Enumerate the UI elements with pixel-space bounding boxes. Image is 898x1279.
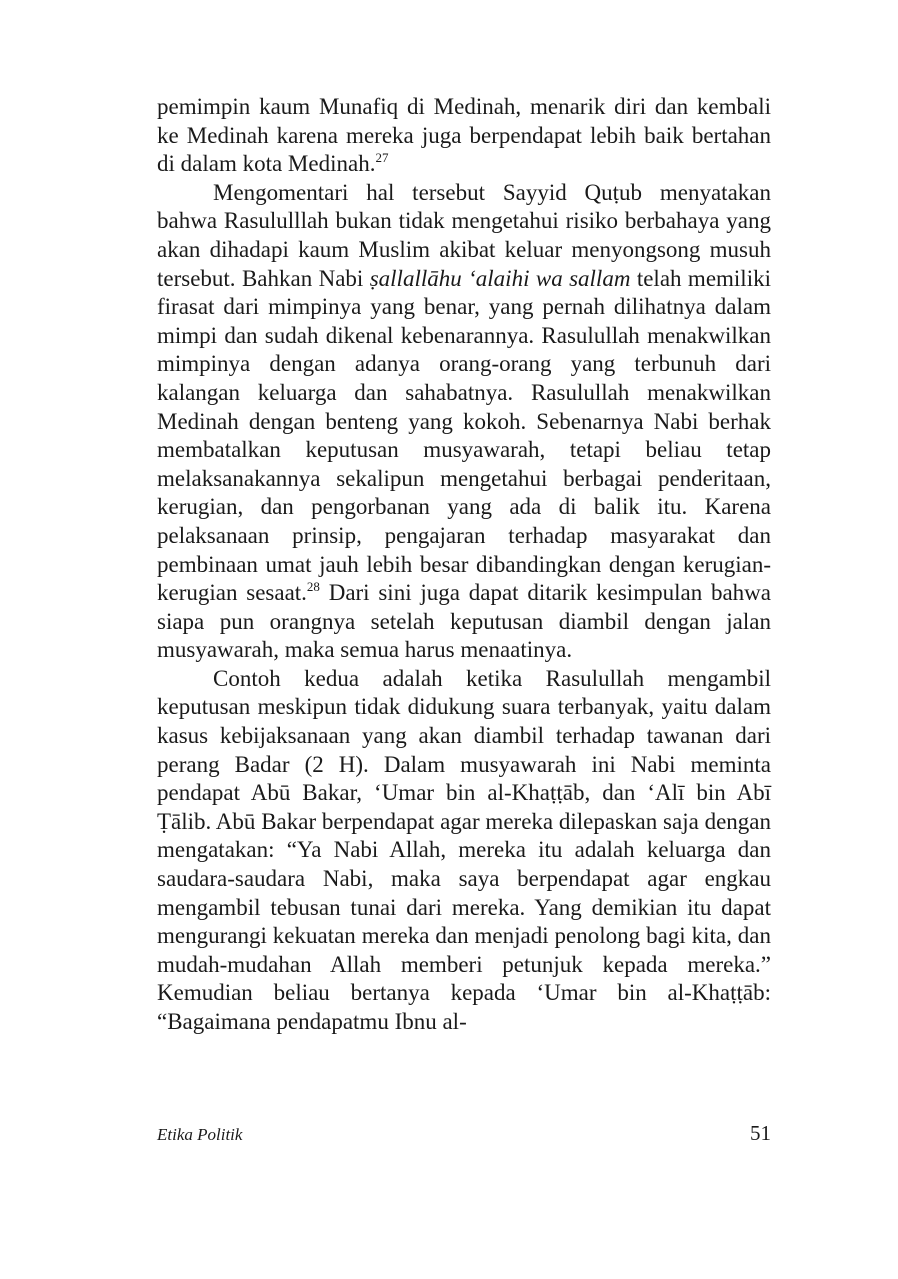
paragraph-3 bbox=[157, 665, 771, 1037]
page-footer bbox=[157, 1121, 771, 1155]
italic-phrase: ṣallallāhu ‘alaihi wa sallam bbox=[369, 265, 631, 291]
text-run: Dari sini juga dapat ditarik kesimpulan bahwa siapa pun orangnya setelah keputusan diambil dengan jalan musyawarah, maka semua harus menaatinya. bbox=[157, 580, 771, 663]
footnote-ref: 27 bbox=[375, 150, 389, 166]
footnote-ref: 28 bbox=[306, 579, 320, 595]
text-run: Contoh kedua adalah ketika Rasulullah mengambil keputusan meskipun tidak didukung suara terbanyak, yaitu dalam kasus kebijaksanaan yang akan diambil terhadap tawanan dari perang Badar (2 H). Dalam musyawarah ini Nabi meminta pendapat Abū Bakar, ‘Umar bin al-Khaṭṭāb, dan ‘Alī bin Abī Ṭālib. Abū Bakar berpendapat agar mereka dilepaskan saja dengan mengatakan: “Ya Nabi Allah, mereka itu adalah keluarga dan saudara-saudara Nabi, maka saya berpendapat agar engkau mengambil tebusan tunai dari mereka. Yang demikian itu dapat mengurangi kekuatan mereka dan menjadi penolong bagi kita, dan mudah-mudahan Allah memberi petunjuk kepada mereka.” Kemudian beliau bertanya kepada ‘Umar bin al-Khaṭṭāb: “Bagaimana pendapatmu Ibnu al- bbox=[157, 665, 771, 1034]
paragraph-1 bbox=[157, 93, 771, 179]
body-text bbox=[157, 93, 771, 1037]
paragraph-2 bbox=[157, 179, 771, 665]
text-run: Mengomentari hal tersebut Sayyid Quṭub menyatakan bahwa Rasululllah bukan tidak mengetahui risiko berbahaya yang akan dihadapi kaum Muslim akibat keluar menyongsong musuh tersebut. Bahkan Nabi bbox=[157, 179, 771, 291]
running-footer-title: Etika Politik bbox=[157, 1125, 243, 1144]
text-run: pemimpin kaum Munafiq di Medinah, menarik diri dan kembali ke Medinah karena mereka juga berpendapat lebih baik bertahan di dalam kota Medinah. bbox=[157, 94, 771, 177]
page-number: 51 bbox=[750, 1121, 771, 1145]
text-run: telah memiliki firasat dari mimpinya yang benar, yang pernah dilihatnya dalam mimpi dan sudah dikenal kebenarannya. Rasulullah menakwilkan mimpinya dengan adanya orang-orang yang terbunuh dari kalangan keluarga dan sahabatnya. Rasulullah menakwilkan Medinah dengan benteng yang kokoh. Sebenarnya Nabi berhak membatalkan keputusan musyawarah, tetapi beliau tetap melaksanakannya sekalipun mengetahui berbagai penderitaan, kerugian, dan pengorbanan yang ada di balik itu. Karena pelaksanaan prinsip, pengajaran terhadap masyarakat dan pembinaan umat jauh lebih besar dibandingkan dengan kerugian-kerugian sesaat. bbox=[157, 265, 771, 606]
